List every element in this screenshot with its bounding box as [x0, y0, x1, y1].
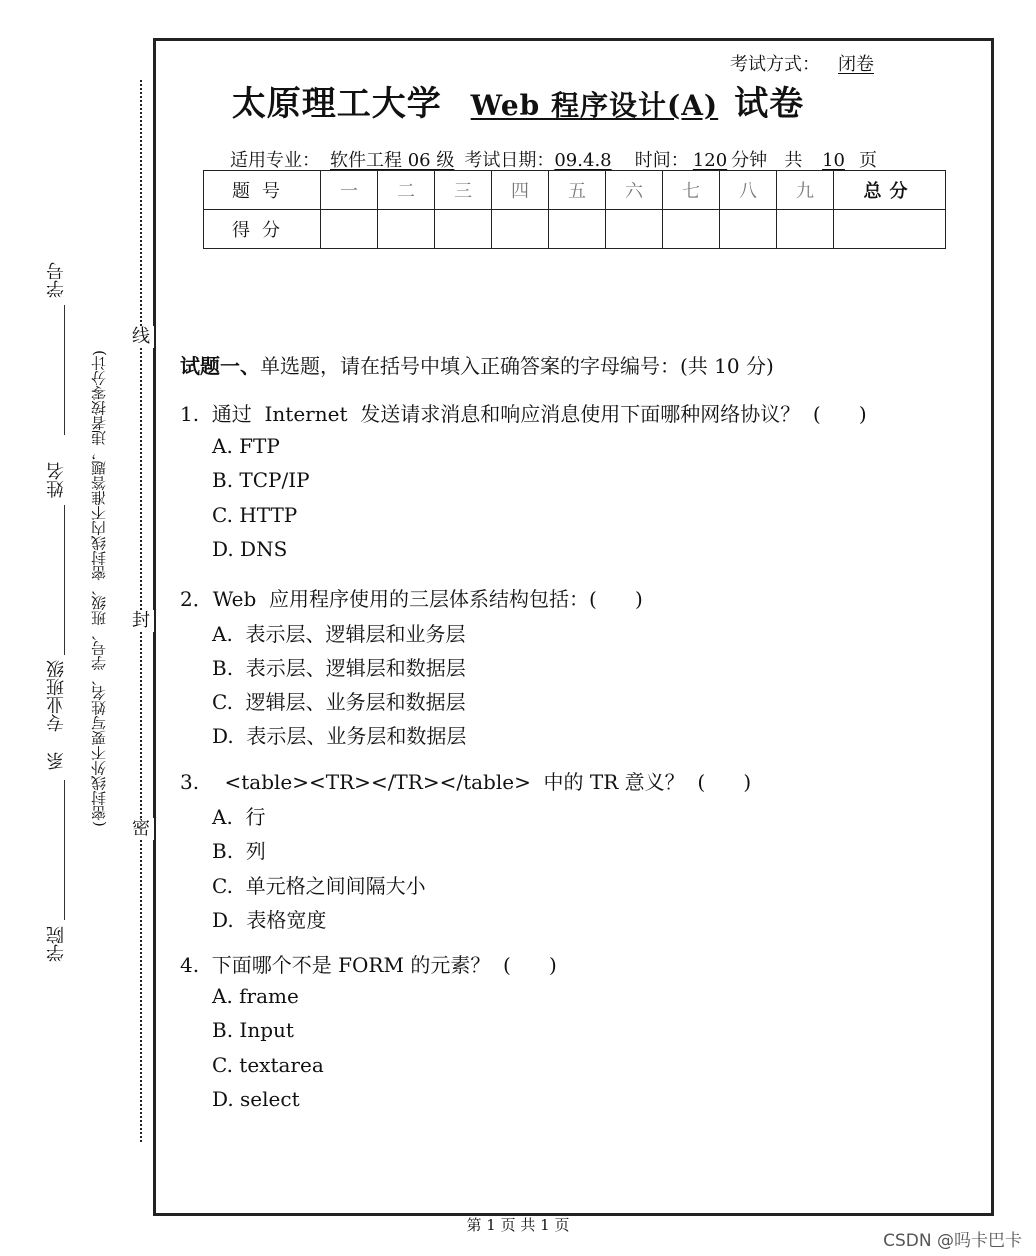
question-option: A. frame — [212, 984, 299, 1008]
score-cell — [606, 210, 663, 249]
pages-value: 10 — [822, 150, 845, 171]
exam-method-value: 闭卷 — [838, 54, 874, 75]
score-col: 五 — [549, 171, 606, 210]
score-col: 一 — [321, 171, 378, 210]
page-title — [0, 76, 1036, 125]
university-name: 太原理工大学 — [231, 84, 442, 124]
question-option: C. textarea — [212, 1053, 324, 1077]
score-value-row — [204, 210, 946, 249]
score-cell — [663, 210, 720, 249]
section-title: 试题一、 — [180, 354, 260, 378]
score-cell — [321, 210, 378, 249]
margin-student-id: 学号 — [46, 262, 67, 298]
course-name: Web 程序设计(A) — [470, 89, 719, 122]
watermark: CSDN @吗卡巴卡 — [883, 1231, 1022, 1251]
score-col: 二 — [378, 171, 435, 210]
score-cell — [549, 210, 606, 249]
question-option: D. 表示层、业务层和数据层 — [212, 724, 467, 748]
score-cell — [492, 210, 549, 249]
question-option: B. 表示层、逻辑层和数据层 — [212, 656, 466, 680]
score-col: 六 — [606, 171, 663, 210]
time-value: 120 — [692, 150, 728, 171]
score-col: 八 — [720, 171, 777, 210]
score-header-row — [204, 171, 946, 210]
student-id-line — [64, 305, 65, 435]
question-option: A. 行 — [212, 805, 266, 829]
score-col: 三 — [435, 171, 492, 210]
dept-line — [64, 780, 65, 920]
question-option: C. HTTP — [212, 503, 298, 527]
question-option: D. 表格宽度 — [212, 908, 327, 932]
margin-dept: 系 — [46, 752, 67, 770]
question-option: D. DNS — [212, 537, 288, 561]
margin-notice: (密封线外不要写姓名、学号、班级、密封线内不准答题，违者按零分计) — [90, 350, 108, 827]
margin-college: 学院 — [46, 926, 67, 962]
question-number-label: 题号 — [204, 171, 321, 210]
seal-label-mi: 密 — [128, 818, 154, 840]
question-stem: 2．Web 应用程序使用的三层体系结构包括：( ) — [180, 587, 643, 611]
total-score-label: 总分 — [834, 171, 946, 210]
question-option: D. select — [212, 1087, 300, 1111]
score-cell — [435, 210, 492, 249]
question-stem: 4. 下面哪个不是 FORM 的元素？ ( ) — [180, 953, 557, 977]
paper-word: 试卷 — [734, 84, 805, 124]
page-footer: 第 1 页 共 1 页 — [466, 1216, 570, 1234]
question-option: B. 列 — [212, 839, 266, 863]
score-col: 七 — [663, 171, 720, 210]
question-stem: 3. <table><TR></TR></table> 中的 TR 意义？ ( ) — [180, 770, 752, 794]
exam-method: 考试方式： 闭卷 — [730, 50, 892, 76]
score-cell — [378, 210, 435, 249]
score-cell — [834, 210, 946, 249]
section-heading — [180, 350, 774, 379]
date-value: 09.4.8 — [554, 150, 612, 171]
margin-class: 专业班级 — [46, 660, 67, 732]
question-option: A. FTP — [212, 434, 280, 458]
question-stem: 1. 通过 Internet 发送请求消息和响应消息使用下面哪种网络协议？ ( ) — [180, 402, 867, 426]
score-cell — [777, 210, 834, 249]
question-option: B. TCP/IP — [212, 468, 310, 492]
score-col: 九 — [777, 171, 834, 210]
seal-label-line: 线 — [128, 326, 154, 348]
name-line — [64, 505, 65, 655]
question-option: B. Input — [212, 1018, 294, 1042]
score-cell — [720, 210, 777, 249]
section-instruction: 单选题，请在括号中填入正确答案的字母编号：(共 10 分) — [260, 354, 774, 378]
score-label: 得分 — [204, 210, 321, 249]
exam-meta: 适用专业： 软件工程 06 级 考试日期：09.4.8 时间： 120 分钟 共 10 页 — [230, 150, 877, 171]
score-col: 四 — [492, 171, 549, 210]
major-value: 软件工程 06 级 — [330, 150, 455, 171]
seal-label-feng: 封 — [128, 610, 154, 632]
question-option: C. 逻辑层、业务层和数据层 — [212, 690, 466, 714]
score-table — [203, 170, 946, 249]
question-option: C. 单元格之间间隔大小 — [212, 874, 426, 898]
question-option: A. 表示层、逻辑层和业务层 — [212, 622, 466, 646]
margin-name: 姓名 — [46, 462, 67, 498]
